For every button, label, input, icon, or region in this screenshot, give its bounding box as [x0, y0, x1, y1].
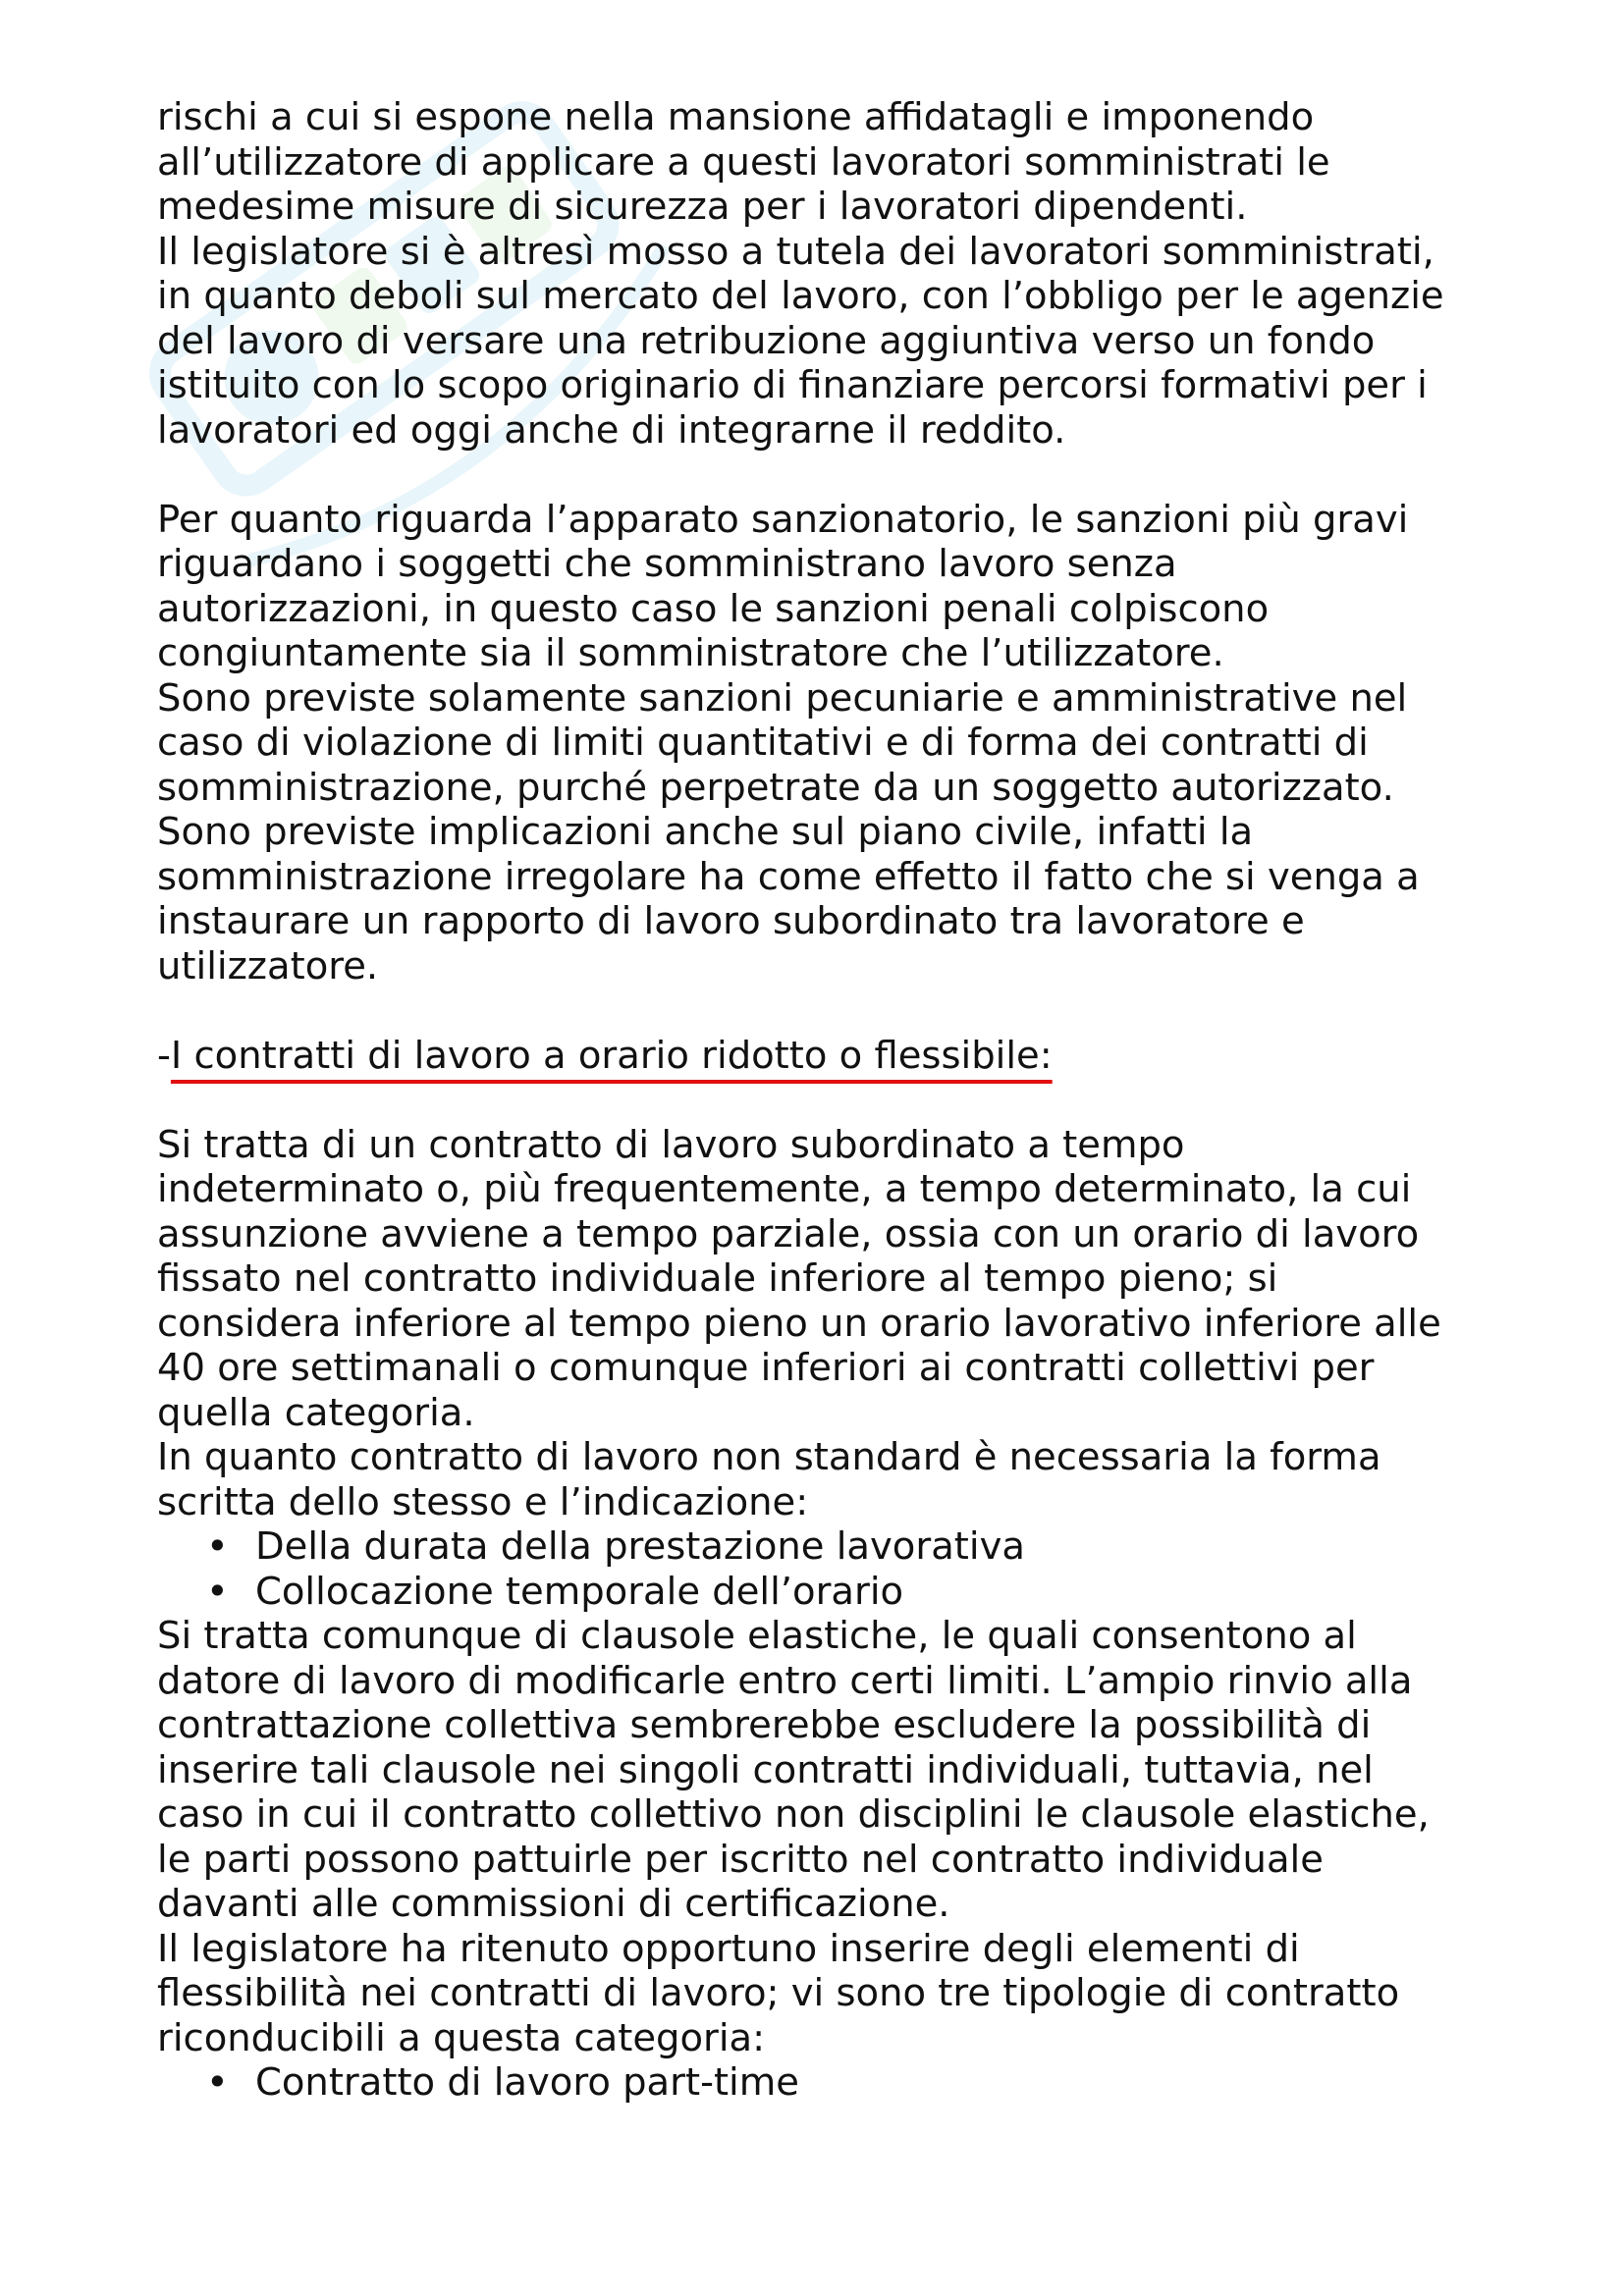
text-line: Sono previste solamente sanzioni pecuniarie e amministrative nel	[157, 675, 1408, 721]
paragraph-gap	[157, 988, 1532, 1034]
text-line: 40 ore settimanali o comunque inferiori ai contratti collettivi per	[157, 1346, 1375, 1390]
text-line: del lavoro di versare una retribuzione aggiuntiva verso un fondo	[157, 318, 1376, 363]
text-line: istituito con lo scopo originario di finanziare percorsi formativi per i	[157, 363, 1428, 407]
text-line: quella categoria.	[157, 1390, 475, 1435]
paragraph-gap	[157, 453, 1532, 498]
list-item-text: Collocazione temporale dell’orario	[255, 1569, 904, 1614]
text-line: riguardano i soggetti che somministrano lavoro senza	[157, 542, 1177, 586]
paragraph-4	[157, 1614, 1532, 2060]
text-line: Sono previste implicazioni anche sul piano civile, infatti la	[157, 810, 1254, 854]
list-item-text: Della durata della prestazione lavorativa	[255, 1524, 1025, 1569]
text-line: Il legislatore si è altresì mosso a tutela dei lavoratori somministrati,	[157, 229, 1434, 274]
list-item-text: Contratto di lavoro part-time	[255, 2060, 799, 2105]
section-heading	[157, 1034, 1532, 1079]
document-page	[157, 95, 1532, 2106]
text-line: caso di violazione di limiti quantitativi e di forma dei contratti di	[157, 721, 1369, 765]
bullet-icon: •	[206, 2060, 229, 2105]
text-line: congiuntamente sia il somministratore che l’utilizzatore.	[157, 631, 1224, 675]
list-item	[157, 1570, 1532, 1615]
text-line: Per quanto riguarda l’apparato sanzionatorio, le sanzioni più gravi	[157, 497, 1409, 542]
text-line: Si tratta di un contratto di lavoro subordinato a tempo	[157, 1122, 1185, 1167]
bullet-icon: •	[206, 1524, 229, 1569]
text-line: in quanto deboli sul mercato del lavoro, con l’obbligo per le agenzie	[157, 274, 1444, 318]
bullet-icon: •	[206, 1569, 229, 1614]
text-line: assunzione avviene a tempo parziale, ossia con un orario di lavoro	[157, 1211, 1420, 1256]
heading-text: I contratti di lavoro a orario ridotto o flessibile:	[170, 1033, 1053, 1078]
list-item	[157, 2060, 1532, 2106]
text-line: davanti alle commissioni di certificazione.	[157, 1882, 950, 1926]
paragraph-2	[157, 498, 1532, 989]
text-line: flessibilità nei contratti di lavoro; vi sono tre tipologie di contratto	[157, 1971, 1400, 2015]
text-line: Si tratta comunque di clausole elastiche, le quali consentono al	[157, 1614, 1357, 1658]
text-line: medesime misure di sicurezza per i lavoratori dipendenti.	[157, 185, 1248, 229]
text-line: inserire tali clausole nei singoli contratti individuali, tuttavia, nel	[157, 1747, 1374, 1792]
list-item	[157, 1524, 1532, 1570]
text-line: datore di lavoro di modificarle entro certi limiti. L’ampio rinvio alla	[157, 1658, 1413, 1703]
text-line: somministrazione irregolare ha come effetto il fatto che si venga a	[157, 854, 1420, 899]
text-line: instaurare un rapporto di lavoro subordinato tra lavoratore e	[157, 899, 1305, 943]
text-line: all’utilizzatore di applicare a questi lavoratori somministrati le	[157, 139, 1330, 185]
bullet-list-1	[157, 1524, 1532, 1614]
paragraph-gap	[157, 1078, 1532, 1123]
paragraph-1	[157, 95, 1532, 453]
text-line: contrattazione collettiva sembrerebbe escludere la possibilità di	[157, 1703, 1372, 1747]
text-line: rischi a cui si espone nella mansione affidatagli e imponendo	[157, 95, 1315, 139]
text-line: Il legislatore ha ritenuto opportuno inserire degli elementi di	[157, 1926, 1300, 1971]
text-line: lavoratori ed oggi anche di integrarne il reddito.	[157, 407, 1066, 453]
text-line: caso in cui il contratto collettivo non disciplini le clausole elastiche,	[157, 1792, 1430, 1837]
text-line: somministrazione, purché perpetrate da un soggetto autorizzato.	[157, 765, 1394, 810]
text-line: indeterminato o, più frequentemente, a tempo determinato, la cui	[157, 1167, 1412, 1211]
text-line: scritta dello stesso e l’indicazione:	[157, 1479, 809, 1524]
text-line: utilizzatore.	[157, 943, 379, 988]
text-line: autorizzazioni, in questo caso le sanzioni penali colpiscono	[157, 586, 1270, 631]
paragraph-3	[157, 1123, 1532, 1525]
bullet-list-2	[157, 2060, 1532, 2106]
text-line: le parti possono pattuirle per iscritto nel contratto individuale	[157, 1837, 1324, 1882]
heading-prefix: -	[157, 1033, 171, 1078]
text-line: considera inferiore al tempo pieno un orario lavorativo inferiore alle	[157, 1301, 1441, 1346]
text-line: In quanto contratto di lavoro non standard è necessaria la forma	[157, 1435, 1381, 1479]
text-line: riconducibili a questa categoria:	[157, 2015, 766, 2060]
text-line: fissato nel contratto individuale inferiore al tempo pieno; si	[157, 1256, 1278, 1301]
